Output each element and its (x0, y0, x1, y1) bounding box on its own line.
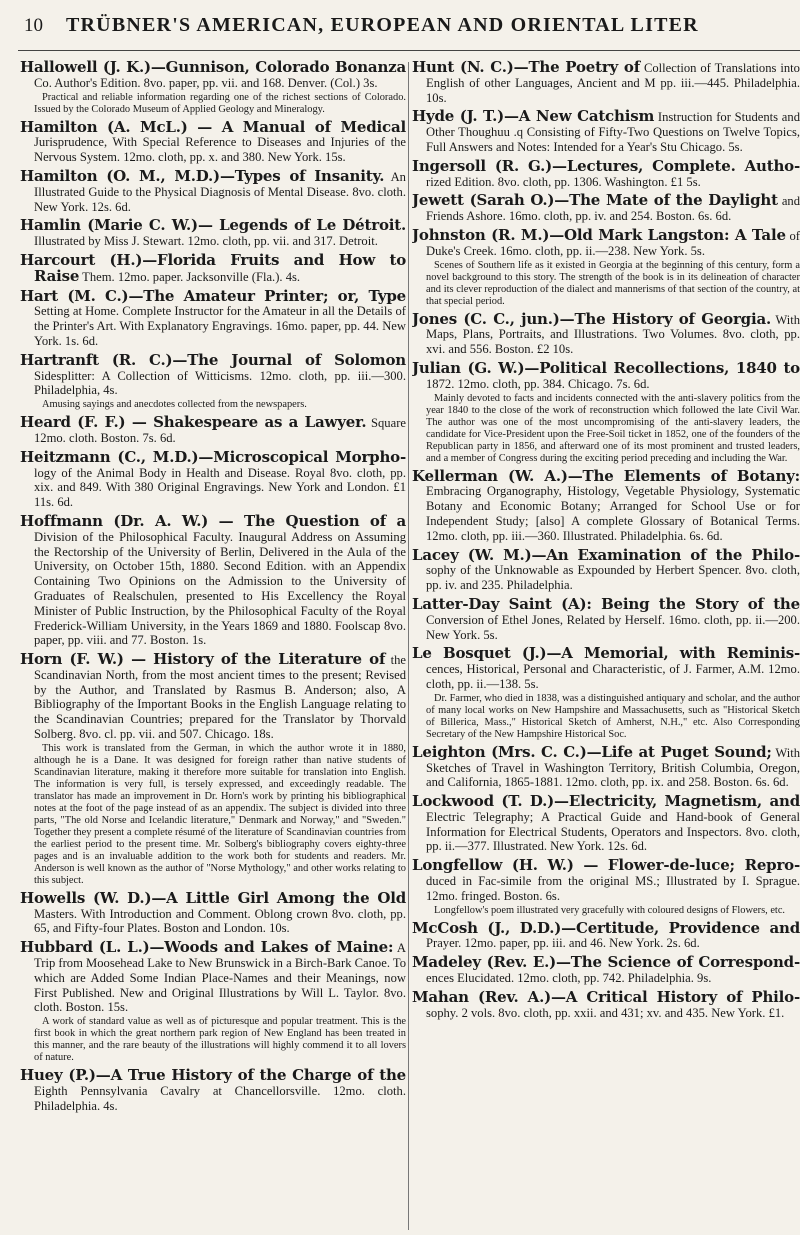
entry-details: Eighth Pennsylvania Cavalry at Chancellorsville. 12mo. cloth. Philadelphia. 4s. (34, 1084, 406, 1113)
entry-main (20, 447, 406, 510)
entry-heading: Hartranft (R. C.)—The Journal of Solomon (20, 350, 406, 369)
entry-details: sophy. 2 vols. 8vo. cloth, pp. xxii. and 431; xv. and 435. New York. £1. (426, 1005, 785, 1020)
entry-details: sophy of the Unknowable as Expounded by Herbert Spencer. 8vo. cloth, pp. iv. and 235. Philadelphia. (426, 563, 800, 593)
entry-heading: Kellerman (W. A.)—The Elements of Botany: (412, 466, 800, 485)
entry-details: and Friends Ashore. 16mo. cloth, pp. iv. and 254. Boston. 6s. 6d. (426, 194, 800, 224)
entry-details: 1872. 12mo. cloth, pp. 384. Chicago. 7s. 6d. (426, 376, 650, 391)
entry-heading: McCosh (J., D.D.)—Certitude, Providence and (412, 918, 800, 937)
entry-details: Electric Telegraphy; A Practical Guide and Hand-book of General Information for Electrical Students, Operators and Inspectors. 8vo. cloth, pp. ii.—377. Illustrated. New York. 12s. 6d. (426, 809, 800, 854)
entry-details: Illustrated by Miss J. Stewart. 12mo. cloth, pp. vii. and 317. Detroit. (34, 234, 378, 249)
entry-details: duced in Fac-simile from the original MS.; Illustrated by I. Sprague. 12mo. fringed. Boston. 6s. (426, 874, 800, 903)
entry-heading: Hubbard (L. L.)—Woods and Lakes of Maine: (20, 938, 394, 957)
entry-heading: Latter-Day Saint (A): Being the Story of the (412, 594, 800, 613)
entry-heading: Hoffmann (Dr. A. W.) — The Question of a (20, 511, 406, 530)
catalog-entry (20, 415, 406, 446)
catalog-entry (412, 225, 800, 308)
entry-heading: Huey (P.)—A True History of the Charge of the (20, 1066, 406, 1085)
catalog-entry (412, 918, 800, 952)
catalog-entry (20, 888, 406, 936)
entry-description: This work is translated from the German, in which the author wrote it in 1880, although he is a Dane. It was designed for foreign rather than native students of Scandinavian literature, making it therefore more suitable for translation into English. The information is very full, is tersely expressed, and exceedingly readable. The translator has made an improvement in Dr. Horn's work by printing his bibliographical notes at the foot of the page instead of as an appendix. The subject is divided into three parts, "The old Norse and Icelandic literature," Denmark and Norway," and "Sweden." Together they present a complete résumé of the literature of Scandinavian countries from the earliest period to the present time. Mr. Solberg's bibliography covers eighty-three pages and is an invaluable addition to the work both for students and readers. Mr. Anderson is well known as the author of "Norse Mythology," and other works relating to this subject. (34, 742, 406, 886)
left-column (20, 60, 406, 1118)
entry-heading: Lockwood (T. D.)—Electricity, Magnetism, and (412, 792, 800, 811)
entry-details: ences Elucidated. 12mo. cloth, pp. 742. Philadelphia. 9s. (426, 971, 712, 986)
catalog-entry (20, 652, 406, 887)
catalog-entry (20, 940, 406, 1064)
catalog-entry (412, 545, 800, 593)
catalog-entry (20, 250, 406, 285)
entry-heading: Hyde (J. T.)—A New Catchism (412, 107, 655, 126)
entry-main (20, 286, 406, 349)
entry-main (412, 193, 800, 224)
catalog-entry (412, 309, 800, 357)
entry-details: cences, Historical, Personal and Characteristic, of J. Farmer, A.M. 12mo. cloth, pp. ii.—138. 5s. (426, 662, 800, 691)
entry-heading: Ingersoll (R. G.)—Lectures, Complete. Autho- (412, 156, 800, 175)
entry-main (412, 918, 800, 952)
entry-main (412, 858, 800, 903)
catalog-entry (412, 987, 800, 1021)
entry-description: Dr. Farmer, who died in 1838, was a distinguished antiquary and scholar, and the author of many local works on New Hampshire and Massachusetts, such as "Historical Sketch of Billerica, Mass.," Historical Sketch of Amherst, N.H.," etc. Also Corresponding Secretary of the New Hampshire Historical Soc. (426, 692, 800, 740)
entry-heading: Hamilton (O. M., M.D.)—Types of Insanity. (20, 166, 385, 185)
entry-main (20, 218, 406, 249)
entry-main (412, 60, 800, 105)
entry-heading: Hunt (N. C.)—The Poetry of (412, 60, 640, 76)
catalog-entry (20, 117, 406, 165)
entry-details: Jurisprudence, With Special Reference to Diseases and Injuries of the Nervous System. 12mo. cloth, pp. x. and 380. New York. 15s. (34, 135, 406, 165)
entry-description: A work of standard value as well as of picturesque and popular treatment. This is the first book in which the great northern park region of New England has been treated in this manner, and the rare beauty of the illustrations will highly commend it to all lovers of nature. (34, 1016, 406, 1064)
entry-details: Prayer. 12mo. paper, pp. iii. and 46. New York. 2s. 6d. (426, 936, 700, 951)
catalog-entry (412, 156, 800, 190)
entry-description: Longfellow's poem illustrated very gracefully with coloured designs of Flowers, etc. (434, 904, 786, 916)
catalog-entry (412, 193, 800, 224)
entry-main (20, 652, 406, 742)
catalog-entry (412, 466, 800, 544)
entry-main (412, 156, 800, 190)
entry-heading: Longfellow (H. W.) — Flower-de-luce; Repro- (412, 856, 800, 875)
entry-main (412, 225, 800, 259)
page-header (24, 14, 800, 44)
catalog-entry (20, 218, 406, 249)
entry-heading: Hamlin (Marie C. W.)— Legends of Le Détroit. (20, 216, 406, 235)
entry-main (412, 358, 800, 392)
entry-description: Scenes of Southern life as it existed in Georgia at the beginning of this century, form a novel background to this story. The strength of the book is in its delineation of character and its clever reproduction of the dialect and mannerisms of that section of the country, at that special period. (426, 259, 800, 307)
catalog-entry (412, 794, 800, 854)
entry-main (20, 511, 406, 648)
catalog-entry (412, 742, 800, 790)
entry-main (412, 794, 800, 854)
entry-heading: Jewett (Sarah O.)—The Mate of the Daylight (412, 191, 778, 210)
catalog-entry (412, 109, 800, 154)
entry-heading: Leighton (Mrs. C. C.)—Life at Puget Sound; (412, 742, 772, 761)
right-column (412, 60, 800, 1024)
entry-main (20, 888, 406, 936)
entry-main (20, 1068, 406, 1113)
catalog-entry (412, 955, 800, 986)
page-number: 10 (24, 15, 43, 36)
entry-main (20, 166, 406, 214)
entry-main (20, 250, 406, 285)
entry-main (20, 60, 406, 91)
entry-details: Sidesplitter: A Collection of Witticisms. 12mo. cloth, pp. iii.—300. Philadelphia, 4s. (34, 368, 406, 398)
entry-main (412, 545, 800, 593)
entry-heading: Jones (C. C., jun.)—The History of Georgia. (412, 309, 772, 328)
entry-details: Conversion of Ethel Jones, Related by Herself. 16mo. cloth, pp. ii.—200. New York. 5s. (426, 612, 800, 642)
entry-details: Division of the Philosophical Faculty. Inaugural Address on Assuming the Rectorship of the University of Berlin, Delivered in the Aula of the University, on October 15th, 1880. Second Edition. with an Appendix Containing Two Opinions on the Admission to the University of Graduates of Realschulen, presented to His Excellency the Royal Minister of Public Instruction, by the Philosophical Faculty of the Royal Frederick-William University, in the Years 1869 and 1880. Foolscap 8vo. paper, pp. viii. and 77. Boston. 1s. (34, 529, 406, 648)
entry-main (412, 646, 800, 691)
catalog-entry (20, 447, 406, 510)
entry-main (412, 109, 800, 154)
entry-details: Collection of Translations into English of other Languages, Ancient and M pp. iii.—445. Philadelphia. 10s. (426, 61, 800, 105)
entry-heading: Johnston (R. M.)—Old Mark Langston: A Tale (412, 225, 786, 244)
entry-heading: Heitzmann (C., M.D.)—Microscopical Morpho- (20, 447, 406, 466)
running-title: TRÜBNER'S AMERICAN, EUROPEAN AND ORIENTAL LITER (66, 14, 699, 36)
column-divider (408, 62, 409, 1230)
entry-heading: Hart (M. C.)—The Amateur Printer; or, Type (20, 286, 406, 305)
entry-description: Mainly devoted to facts and incidents connected with the anti-slavery politics from the year 1840 to the close of the work of reconstruction which followed the late Civil War. The author was one of the most uncompromising of the anti-slavery leaders, the candidate for Vice-President upon the Free-Soil ticket in 1852, one of the founders of the Republican party in 1856, and afterward one of its most prominent and trusted leaders, and a member of Congress during the exciting period preceding and including the War. (426, 392, 800, 464)
catalog-entry (20, 350, 406, 411)
entry-details: logy of the Animal Body in Health and Disease. Royal 8vo. cloth, pp. xix. and 849. With 380 Original Engravings. New York and London. £1 11s. 6d. (34, 465, 406, 510)
entry-main (412, 466, 800, 544)
entry-details: With Maps, Plans, Portraits, and Illustrations. Two Volumes. 8vo. cloth, pp. xvi. and 556. Boston. £2 10s. (426, 312, 800, 357)
entry-main (412, 742, 800, 790)
catalog-entry (20, 166, 406, 214)
catalog-entry (20, 1068, 406, 1113)
entry-heading: Hallowell (J. K.)—Gunnison, Colorado Bonanza (20, 60, 406, 76)
entry-details: A Trip from Moosehead Lake to New Brunswick in a Birch-Bark Canoe. To which are Added Some Indian Place-Names and their Meanings, now First Published. New and Original Illustrations by Will L. Taylor. 8vo. cloth. Boston. 15s. (34, 941, 406, 1015)
entry-details: Square 12mo. cloth. Boston. 7s. 6d. (34, 416, 406, 445)
catalog-entry (412, 858, 800, 916)
entry-details: rized Edition. 8vo. cloth, pp. 1306. Washington. £1 5s. (426, 174, 701, 189)
entry-description: Amusing sayings and anecdotes collected from the newspapers. (42, 399, 307, 411)
catalog-entry (412, 358, 800, 465)
entry-heading: Horn (F. W.) — History of the Literature of (20, 650, 386, 669)
entry-heading: Heard (F. F.) — Shakespeare as a Lawyer. (20, 413, 367, 432)
entry-main (412, 594, 800, 642)
entry-heading: Lacey (W. M.)—An Examination of the Philo- (412, 545, 800, 564)
entry-main (412, 987, 800, 1021)
entry-heading: Le Bosquet (J.)—A Memorial, with Reminis- (412, 644, 800, 663)
catalog-entry (20, 511, 406, 648)
catalog-entry (412, 594, 800, 642)
entry-details: Embracing Organography, Histology, Vegetable Physiology, Systematic Botany and Economic Botany; Arranged for School Use or for Independent Study; [also] A complete Glossary of Botanical Terms. 12mo. cloth, pp. iii.—360. Illustrated. Philadelphia. 6s. 6d. (426, 484, 800, 543)
entry-heading: Madeley (Rev. E.)—The Science of Correspond- (412, 953, 800, 972)
entry-main (412, 955, 800, 986)
entry-details: With Sketches of Travel in Washington Territory, British Columbia, Oregon, and California, 1865-1881. 12mo. cloth, pp. ix. and 258. Boston. 6s. 6d. (426, 745, 800, 790)
catalog-entry (20, 286, 406, 349)
entry-details: Masters. With Introduction and Comment. Oblong crown 8vo. cloth, pp. 65, and Fifty-four Plates. Boston and London. 10s. (34, 906, 406, 936)
entry-details: An Illustrated Guide to the Physical Diagnosis of Mental Disease. 8vo. cloth. New York. 12s. 6d. (34, 169, 406, 214)
entry-details: Instruction for Students and Other Thoughuu .q Consisting of Fifty-Two Questions on Twelve Topics, Full Answers and Notes: Intended for a Year's Stu Chicago. 5s. (426, 110, 800, 154)
entry-main (20, 350, 406, 398)
entry-details: of Duke's Creek. 16mo. cloth, pp. ii.—238. New York. 5s. (426, 228, 800, 258)
entry-heading: Julian (G. W.)—Political Recollections, 1840 to (412, 358, 800, 377)
entry-heading: Hamilton (A. McL.) — A Manual of Medical (20, 117, 406, 136)
entry-details: Setting at Home. Complete Instructor for the Amateur in all the Details of the Printer's Art. With Explanatory Engravings. 16mo. paper, pp. 44. New York. 1s. 6d. (34, 304, 406, 348)
entry-heading: Harcourt (H.)—Florida Fruits and How to Raise (20, 250, 406, 285)
entry-main (412, 309, 800, 357)
catalog-entry (412, 646, 800, 740)
entry-heading: Mahan (Rev. A.)—A Critical History of Philo- (412, 987, 800, 1006)
entry-main (20, 940, 406, 1015)
entry-main (20, 415, 406, 446)
catalog-entry (412, 60, 800, 105)
entry-main (20, 117, 406, 165)
header-rule (18, 50, 800, 51)
entry-details: the Scandinavian North, from the most ancient times to the present; Revised by the Author, and Translated by Rasmus B. Anderson; also, A Bibliography of the Important Books in the English Language relating to the Scandinavian Countries; prepared for the Translator by Thorvald Solberg. 8vo. cl. pp. vii. and 507. Chicago. 18s. (34, 653, 406, 742)
entry-description: Practical and reliable information regarding one of the richest sections of Colorado. Issued by the Colorado Museum of Applied Geology and Mineralogy. (34, 91, 406, 115)
catalog-entry (20, 60, 406, 116)
entry-heading: Howells (W. D.)—A Little Girl Among the Old (20, 888, 406, 907)
entry-details: Co. Author's Edition. 8vo. paper, pp. vii. and 168. Denver. (Col.) 3s. (34, 75, 378, 90)
entry-details: Them. 12mo. paper. Jacksonville (Fla.). 4s. (82, 269, 301, 284)
